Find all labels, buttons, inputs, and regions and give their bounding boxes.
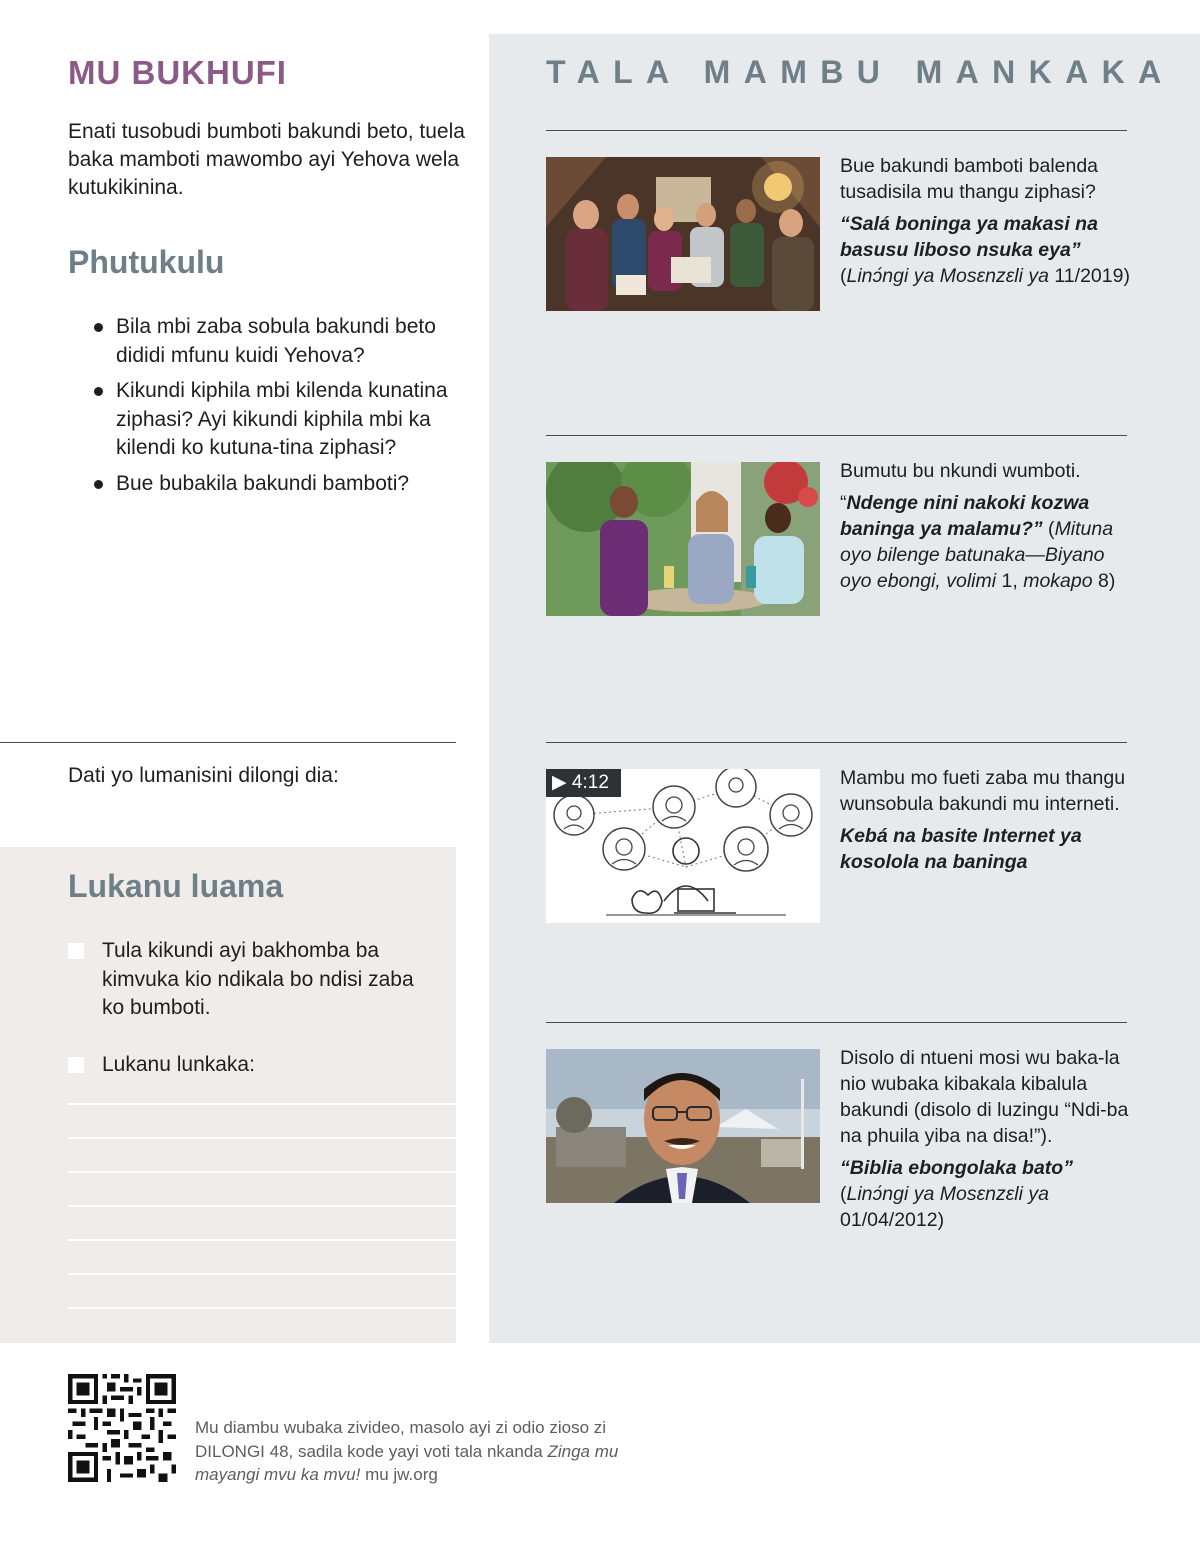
related-entry-text (840, 1045, 1130, 1233)
writing-line[interactable] (68, 1171, 456, 1173)
review-title: Phutukulu (68, 244, 225, 280)
publication-name: Mituna oyo bilenge batunaka—Biyano oyo ebongi, volimi (840, 518, 1114, 592)
reference-title-link[interactable]: “Biblia ebongolaka bato” (840, 1157, 1073, 1179)
publication-name: Linɔ́ngi ya Mosɛnzɛli ya (846, 265, 1049, 287)
entry-description: Bumutu bu nkundi wumboti. (840, 460, 1081, 482)
completion-date-label: Dati yo lumanisini dilongi dia: (68, 764, 339, 787)
entry-reference: “Biblia ebongolaka bato” (Linɔ́ngi ya Mosɛnzɛli ya 01/04/2012) (840, 1157, 1073, 1231)
goal-checkbox-item[interactable]: Tula kikundi ayi bakhomba ba kimvuka kio ndikala bo ndisi zaba ko bumboti. (68, 937, 428, 1023)
checkbox[interactable] (68, 943, 84, 959)
video-duration-badge[interactable]: ▶ 4:12 (546, 769, 621, 797)
photo-image (546, 1049, 820, 1203)
review-item: Bila mbi zaba sobula bakundi beto dididi mfunu kuidi Yehova? (92, 313, 452, 370)
summary-title: MU BUKHUFI (68, 54, 287, 91)
goal-panel (0, 847, 456, 1343)
divider (546, 1022, 1127, 1023)
summary-text: Enati tusobudi bumboti bakundi beto, tuela baka mamboti mawombo ayi Yehova wela kutukikinina. (68, 120, 465, 199)
goal-checkbox-item[interactable]: Lukanu lunkaka: (68, 1051, 428, 1080)
three-women-talking-photo[interactable] (546, 462, 820, 616)
publication-name: Zinga mu mayangi mvu ka mvu! (195, 1441, 619, 1484)
divider (546, 742, 1127, 743)
writing-line[interactable] (68, 1307, 456, 1309)
related-entry-text (840, 153, 1130, 289)
bullet-icon (94, 480, 103, 489)
goal-title: Lukanu luama (68, 868, 284, 904)
photo-image (546, 462, 820, 616)
publication-name: Linɔ́ngi ya Mosɛnzɛli ya (846, 1183, 1049, 1205)
friends-network-video-thumbnail[interactable] (546, 769, 820, 923)
qr-code[interactable] (68, 1374, 176, 1482)
writing-line[interactable] (68, 1103, 456, 1105)
review-item: Bue bubakila bakundi bamboti? (92, 470, 452, 499)
entry-description: Bue bakundi bamboti balenda tusadisila mu thangu ziphasi? (840, 155, 1099, 203)
entry-reference: “Ndenge nini nakoki kozwa baninga ya malamu?” (Mituna oyo bilenge batunaka—Biyano oyo ebongi, volimi 1, mokapo 8) (840, 492, 1116, 592)
divider (0, 742, 456, 743)
qr-code-icon (68, 1374, 176, 1482)
writing-line[interactable] (68, 1205, 456, 1207)
divider (546, 130, 1127, 131)
reference-title-link[interactable]: Kebá na basite Internet ya kosolola na baninga (840, 825, 1082, 873)
bullet-icon (94, 387, 103, 396)
divider (546, 435, 1127, 436)
entry-reference: “Salá boninga ya makasi na basusu liboso nsuka eya” (Linɔ́ngi ya Mosɛnzɛli ya 11/2019) (840, 213, 1130, 287)
writing-line[interactable] (68, 1239, 456, 1241)
play-icon[interactable]: ▶ (552, 772, 567, 793)
related-entry-text (840, 765, 1130, 875)
reference-title-link[interactable]: “Salá boninga ya makasi na basusu liboso nsuka eya” (840, 213, 1098, 261)
entry-description: Mambu mo fueti zaba mu thangu wunsobula bakundi mu interneti. (840, 767, 1126, 815)
bullet-icon (94, 323, 103, 332)
photo-image (546, 157, 820, 311)
review-list (92, 313, 452, 505)
related-entry-text (840, 458, 1130, 594)
more-title: TALA MAMBU MANKAKA (546, 54, 1175, 90)
writing-line[interactable] (68, 1273, 456, 1275)
group-bible-study-photo[interactable] (546, 157, 820, 311)
smiling-man-photo[interactable] (546, 1049, 820, 1203)
checkbox[interactable] (68, 1057, 84, 1073)
reference-title-link[interactable]: Ndenge nini nakoki kozwa baninga ya malamu?” (840, 492, 1090, 540)
footer-note: Mu diambu wubaka zivideo, masolo ayi zi odio zioso zi DILONGI 48, sadila kode yayi voti tala nkanda Zinga mu mayangi mvu ka mvu! mu jw.org (195, 1418, 619, 1484)
entry-reference (840, 823, 1130, 875)
entry-description: Disolo di ntueni mosi wu baka-la nio wubaka kibakala kibalula bakundi (disolo di luzingu “Ndi-ba na phuila yiba na disa!”). (840, 1047, 1129, 1147)
writing-line[interactable] (68, 1137, 456, 1139)
review-item: Kikundi kiphila mbi kilenda kunatina ziphasi? Ayi kikundi kiphila mbi ka kilendi ko kutuna-tina ziphasi? (92, 377, 452, 463)
